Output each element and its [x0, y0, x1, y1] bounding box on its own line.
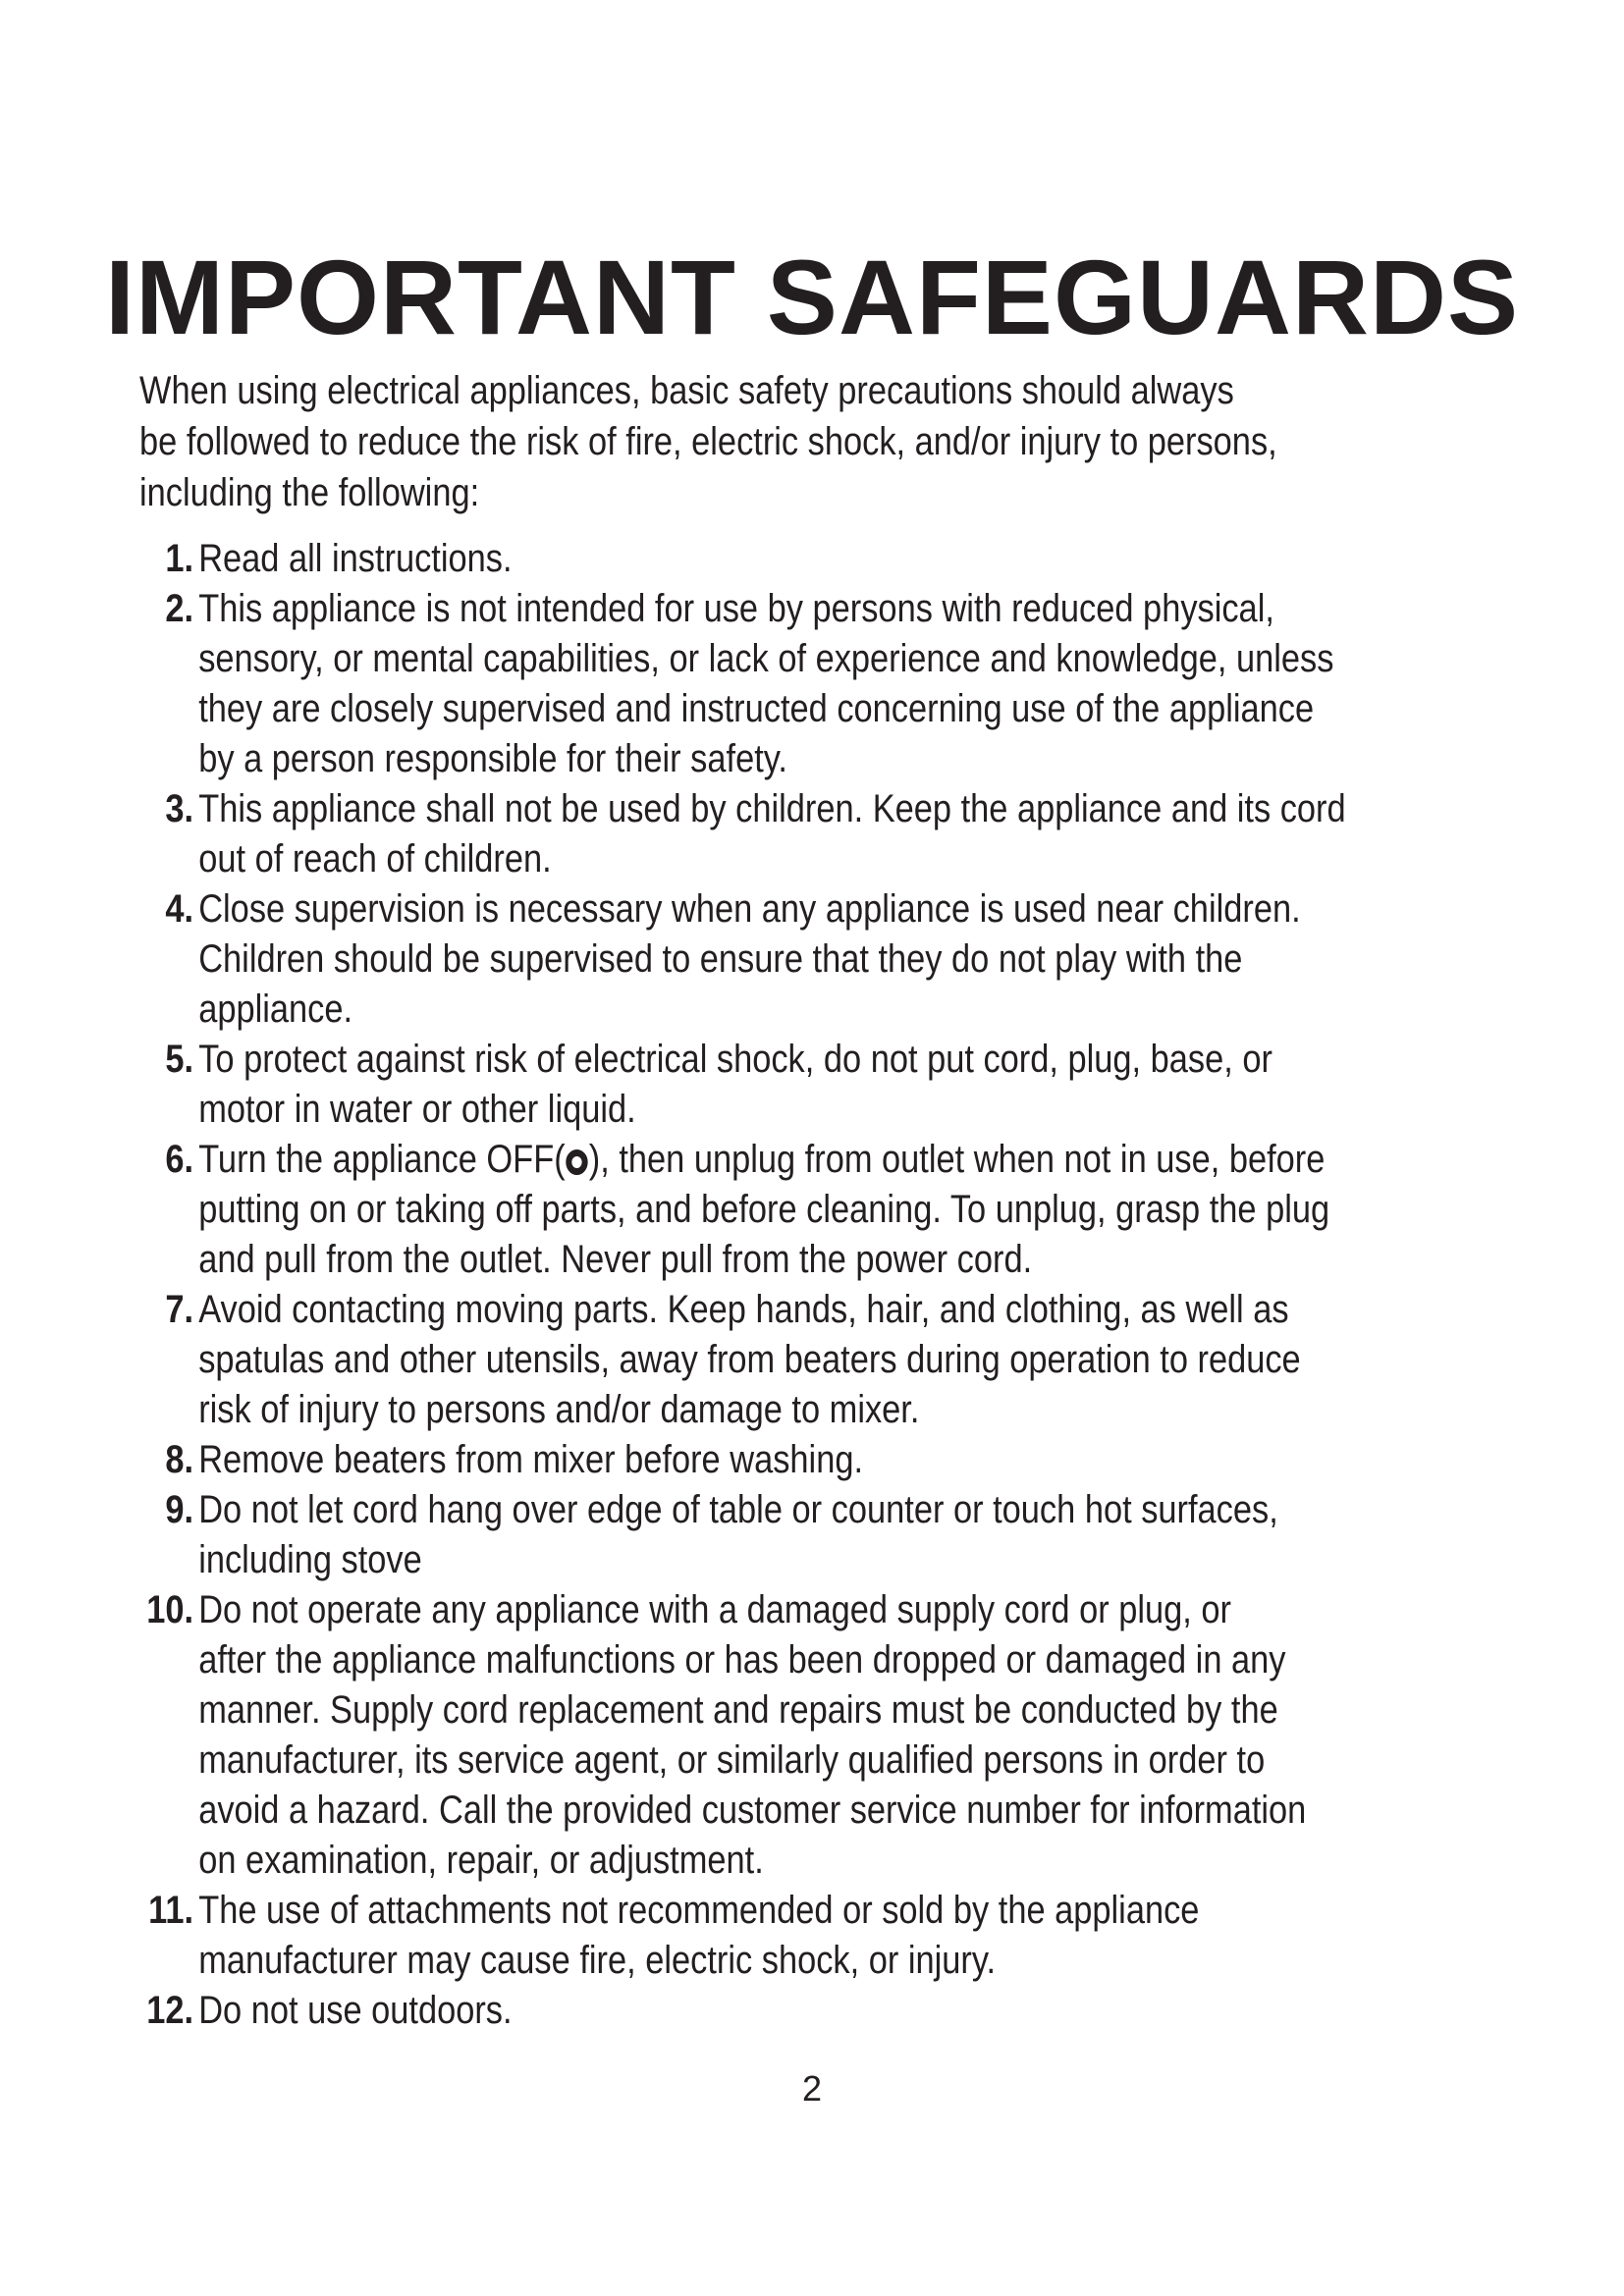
item-number: 8.	[165, 1438, 194, 1481]
item-line: by a person responsible for their safety.	[198, 737, 787, 780]
item-line: avoid a hazard. Call the provided customer service number for information	[198, 1789, 1307, 1832]
item-line: out of reach of children.	[198, 837, 552, 881]
item-line: manner. Supply cord replacement and repairs must be conducted by the	[198, 1688, 1278, 1732]
item-number: 3.	[165, 787, 194, 830]
intro-paragraph	[139, 365, 1305, 518]
safeguard-item-12	[139, 1986, 1322, 2036]
safeguard-item-7	[139, 1285, 1322, 1435]
safeguard-item-11	[139, 1886, 1322, 1986]
item-number: 7.	[165, 1288, 194, 1331]
intro-line: be followed to reduce the risk of fire, electric shock, and/or injury to persons,	[139, 420, 1277, 463]
item-line: manufacturer, its service agent, or similarly qualified persons in order to	[198, 1738, 1266, 1782]
item-line: including stove	[198, 1538, 422, 1581]
item-line: they are closely supervised and instructed concerning use of the appliance	[198, 687, 1315, 730]
safeguard-item-8	[139, 1435, 1322, 1485]
item-line-part: ), then unplug from outlet when not in use, before	[588, 1138, 1326, 1181]
item-number: 11.	[148, 1889, 194, 1932]
item-line: and pull from the outlet. Never pull from the power cord.	[198, 1238, 1033, 1281]
safeguard-item-3	[139, 784, 1346, 884]
item-line	[198, 1135, 1326, 1185]
item-line: To protect against risk of electrical shock, do not put cord, plug, base, or	[198, 1038, 1272, 1081]
item-line: spatulas and other utensils, away from beaters during operation to reduce	[198, 1338, 1301, 1381]
safeguard-item-10	[139, 1585, 1322, 1886]
item-number: 2.	[165, 587, 194, 630]
safeguard-item-2	[139, 584, 1334, 784]
item-line: Close supervision is necessary when any appliance is used near children.	[198, 887, 1301, 931]
item-line: Read all instructions.	[198, 537, 513, 580]
item-line-part: Turn the appliance OFF(	[198, 1138, 566, 1181]
item-number: 1.	[165, 537, 194, 580]
item-line: risk of injury to persons and/or damage to mixer.	[198, 1388, 920, 1431]
safeguards-list	[139, 534, 1346, 2036]
item-number: 12.	[146, 1989, 194, 2032]
item-line: appliance.	[198, 988, 353, 1031]
item-line: The use of attachments not recommended or sold by the appliance	[198, 1889, 1200, 1932]
item-number: 5.	[165, 1038, 194, 1081]
item-line: Do not operate any appliance with a damaged supply cord or plug, or	[198, 1588, 1231, 1631]
page-title: IMPORTANT SAFEGUARDS	[105, 238, 1519, 356]
item-line: This appliance is not intended for use by persons with reduced physical,	[198, 587, 1274, 630]
safeguard-item-1	[139, 534, 1322, 584]
item-number: 10.	[146, 1588, 194, 1631]
item-line: Do not use outdoors.	[198, 1989, 513, 2032]
item-line: Children should be supervised to ensure that they do not play with the	[198, 937, 1243, 981]
item-line: after the appliance malfunctions or has been dropped or damaged in any	[198, 1638, 1286, 1682]
item-line: Remove beaters from mixer before washing.	[198, 1438, 864, 1481]
intro-line: When using electrical appliances, basic safety precautions should always	[139, 369, 1234, 412]
item-number: 6.	[165, 1138, 194, 1181]
item-line: putting on or taking off parts, and before cleaning. To unplug, grasp the plug	[198, 1188, 1330, 1231]
safeguard-item-6	[139, 1135, 1330, 1285]
safeguard-item-9	[139, 1485, 1322, 1585]
item-line: This appliance shall not be used by children. Keep the appliance and its cord	[198, 787, 1346, 830]
page-number: 2	[801, 2068, 823, 2109]
item-line: sensory, or mental capabilities, or lack of experience and knowledge, unless	[198, 637, 1334, 680]
safeguard-item-4	[139, 884, 1322, 1035]
item-line: Do not let cord hang over edge of table or counter or touch hot surfaces,	[198, 1488, 1278, 1531]
item-line: motor in water or other liquid.	[198, 1088, 636, 1131]
item-line: Avoid contacting moving parts. Keep hands, hair, and clothing, as well as	[198, 1288, 1289, 1331]
item-line: on examination, repair, or adjustment.	[198, 1839, 764, 1882]
safeguard-item-5	[139, 1035, 1322, 1135]
item-number: 9.	[165, 1488, 194, 1531]
power-off-icon	[567, 1149, 588, 1175]
item-number: 4.	[165, 887, 194, 931]
item-line: manufacturer may cause fire, electric shock, or injury.	[198, 1939, 997, 1982]
intro-line: including the following:	[139, 471, 480, 514]
